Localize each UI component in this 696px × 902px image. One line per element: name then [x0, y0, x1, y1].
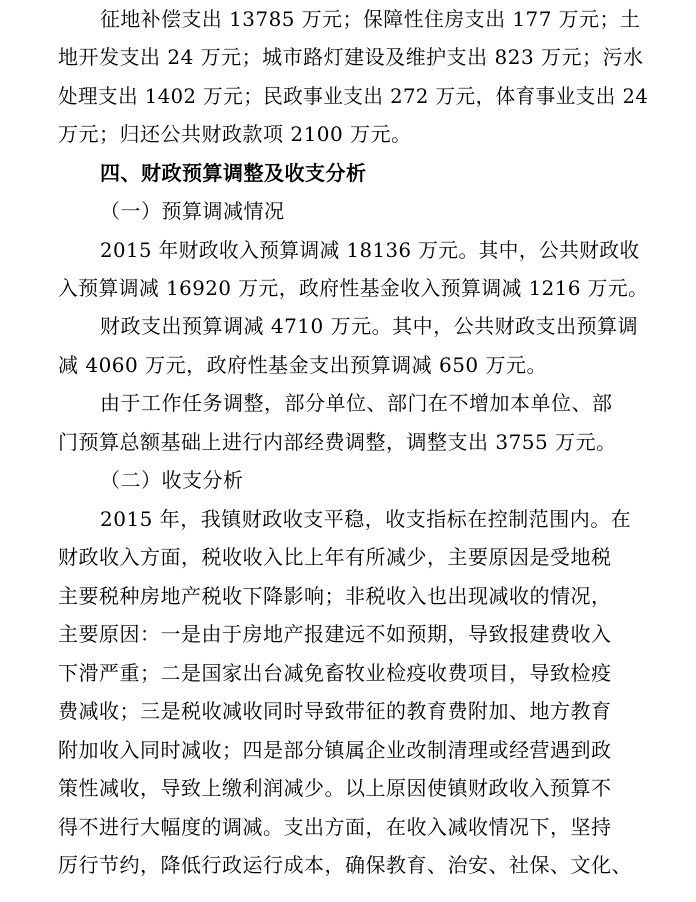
paragraph-line: 主要税种房地产税收下降影响；非税收入也出现减收的情况，: [58, 584, 612, 608]
paragraph-line: 得不进行大幅度的调减。支出方面，在收入减收情况下，坚持: [58, 815, 612, 839]
paragraph-line: 减 4060 万元，政府性基金支出预算调减 650 万元。: [58, 353, 548, 377]
paragraph-line: 厉行节约，降低行政运行成本，确保教育、治安、社保、文化、: [58, 853, 632, 877]
subsection-heading: （二）收支分析: [100, 468, 244, 492]
paragraph-line: 策性减收，导致上缴利润减少。以上原因使镇财政收入预算不: [58, 776, 612, 800]
paragraph-line: 地开发支出 24 万元；城市路灯建设及维护支出 823 万元；污水: [58, 45, 644, 69]
paragraph-line: 费减收；三是税收减收同时导致带征的教育费附加、地方教育: [58, 699, 612, 723]
paragraph-line: 万元；归还公共财政款项 2100 万元。: [58, 122, 412, 146]
paragraph-line: 财政支出预算调减 4710 万元。其中，公共财政支出预算调: [100, 314, 639, 338]
section-heading: 四、财政预算调整及收支分析: [100, 161, 367, 185]
paragraph-line: 财政收入方面，税收收入比上年有所减少，主要原因是受地税: [58, 545, 612, 569]
subsection-heading: （一）预算调减情况: [100, 199, 285, 223]
paragraph-line: 附加收入同时减收；四是部分镇属企业改制清理或经营遇到政: [58, 738, 612, 762]
paragraph-line: 处理支出 1402 万元；民政事业支出 272 万元，体育事业支出 24: [58, 84, 649, 108]
paragraph-line: 入预算调减 16920 万元，政府性基金收入预算调减 1216 万元。: [58, 276, 649, 300]
paragraph-line: 2015 年，我镇财政收支平稳，收支指标在控制范围内。在: [100, 507, 632, 531]
paragraph-line: 由于工作任务调整，部分单位、部门在不增加本单位、部: [100, 391, 613, 415]
paragraph-line: 下滑严重；二是国家出台减免畜牧业检疫收费项目，导致检疫: [58, 661, 612, 685]
paragraph-line: 主要原因：一是由于房地产报建远不如预期，导致报建费收入: [58, 622, 612, 646]
paragraph-line: 征地补偿支出 13785 万元；保障性住房支出 177 万元；土: [100, 7, 641, 31]
paragraph-line: 门预算总额基础上进行内部经费调整，调整支出 3755 万元。: [58, 430, 617, 454]
paragraph-line: 2015 年财政收入预算调减 18136 万元。其中，公共财政收: [100, 238, 640, 262]
